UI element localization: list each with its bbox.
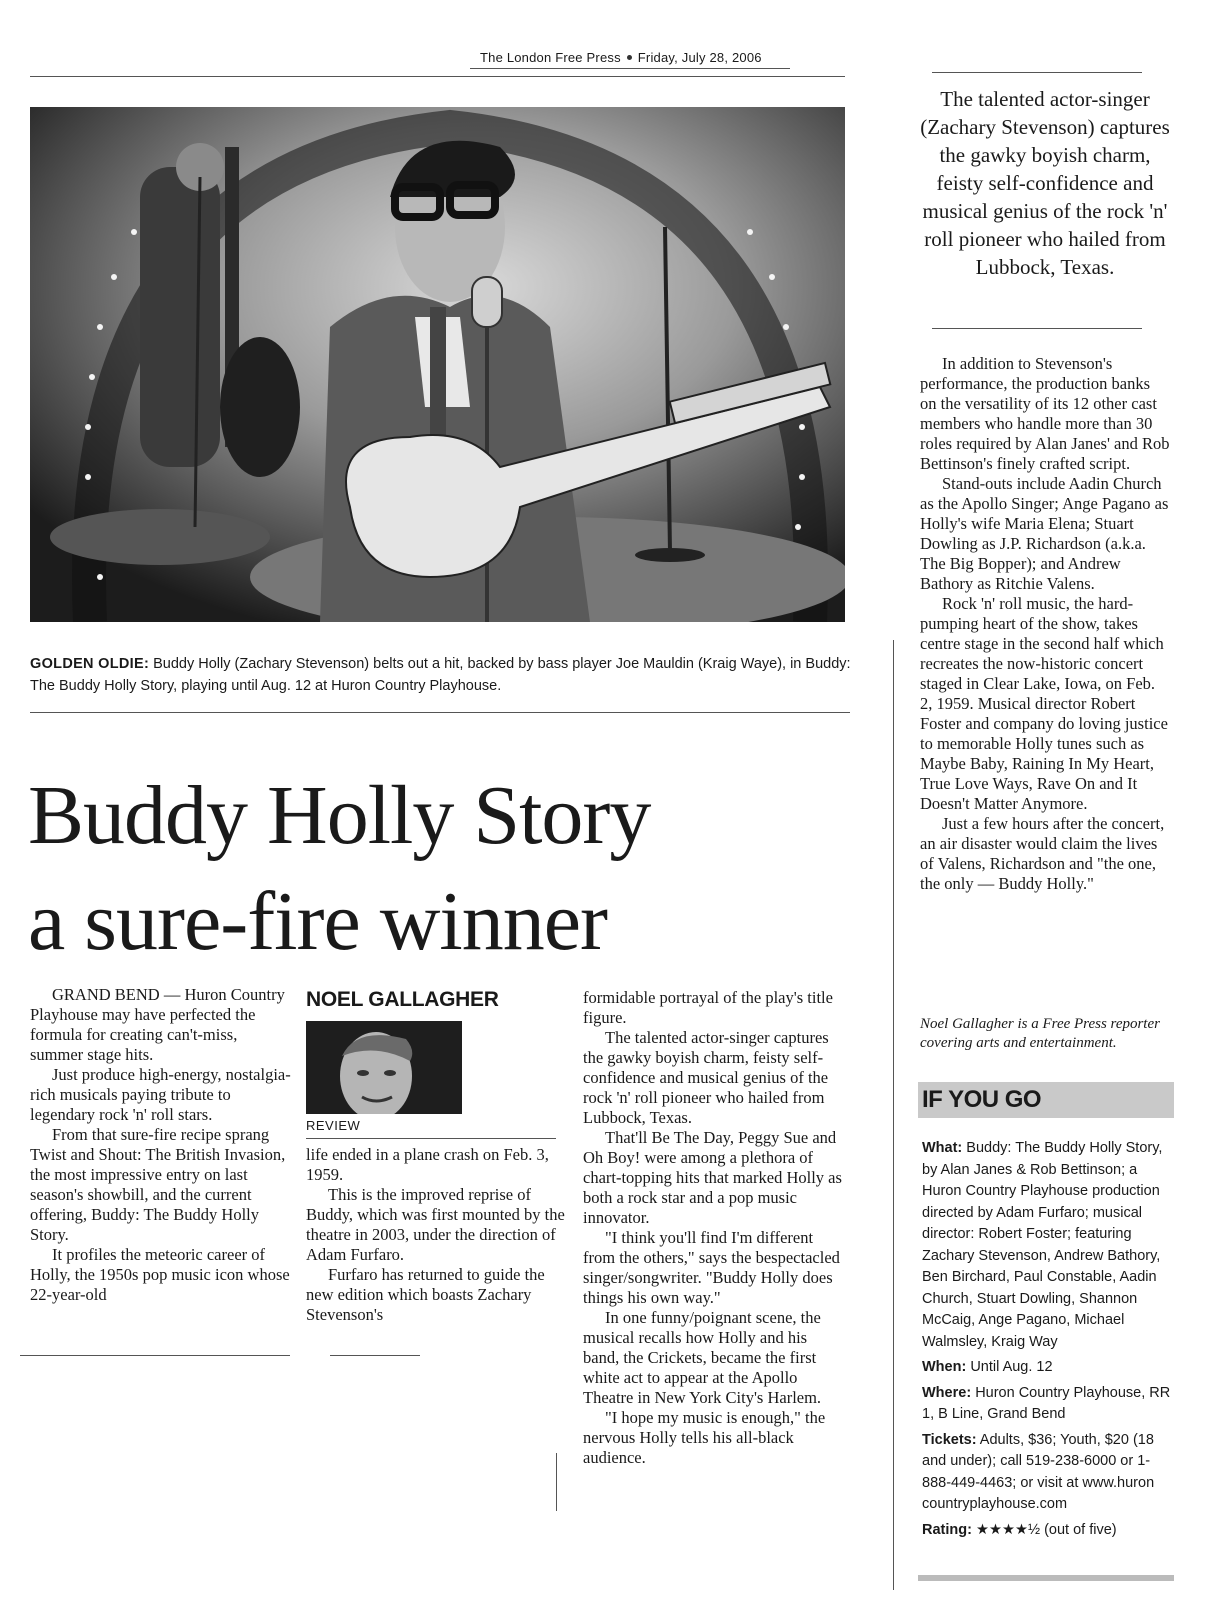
caption-label: GOLDEN OLDIE: bbox=[30, 656, 150, 672]
paragraph: That'll Be The Day, Peggy Sue and Oh Boy! were among a plethora of chart-topping hits that marked Holly as both a rock star and a pop music innovator. bbox=[583, 1128, 842, 1227]
info-what bbox=[922, 1138, 1172, 1353]
paragraph: The talented actor-singer captures the gawky boyish charm, feisty self-confidence and musical genius of the rock 'n' roll pioneer who hailed from Lubbock, Texas. bbox=[583, 1028, 829, 1127]
paragraph: life ended in a plane crash on Feb. 3, 1959. bbox=[306, 1145, 549, 1184]
bullet-icon bbox=[627, 55, 632, 60]
info-value: Huron Country Playhouse, RR 1, B Line, Grand Bend bbox=[922, 1384, 1171, 1422]
paragraph: Stand-outs include Aadin Church as the Apollo Singer; Ange Pagano as Holly's wife Maria Elena; Stuart Dowling as J.P. Richardson (a.k.a. The Big Bopper); and Andrew Bathory as Ritchie Valens. bbox=[920, 474, 1169, 593]
sidebar-divider bbox=[893, 640, 894, 1590]
photo-caption bbox=[30, 653, 860, 697]
star-rating-icon: ★★★★½ bbox=[975, 1521, 1041, 1538]
headline-line-2: a sure-fire winner bbox=[28, 875, 608, 968]
info-where bbox=[922, 1383, 1172, 1426]
paragraph: "I hope my music is enough," the nervous Holly tells his all-black audience. bbox=[583, 1408, 826, 1467]
info-box-title: IF YOU GO bbox=[922, 1086, 1042, 1113]
paragraph: It profiles the meteoric career of Holly, the 1950s pop music icon whose 22-year-old bbox=[30, 1245, 290, 1304]
pull-quote-rule bbox=[932, 328, 1142, 329]
info-rating bbox=[922, 1520, 1172, 1542]
info-value: Until Aug. 12 bbox=[970, 1359, 1053, 1375]
info-tickets bbox=[922, 1430, 1172, 1516]
byline-author: NOEL GALLAGHER bbox=[306, 988, 499, 1011]
info-label: Tickets: bbox=[922, 1431, 977, 1448]
paragraph: Furfaro has returned to guide the new edition which boasts Zachary Stevenson's bbox=[306, 1265, 545, 1324]
article-column-3 bbox=[583, 988, 845, 1468]
column-end-rule bbox=[20, 1355, 290, 1356]
headline bbox=[28, 763, 868, 975]
info-label: When: bbox=[922, 1359, 967, 1375]
column-divider bbox=[556, 1453, 557, 1511]
author-note: Noel Gallagher is a Free Press reporter covering arts and entertainment. bbox=[920, 1016, 1160, 1051]
author-portrait bbox=[306, 1021, 462, 1114]
info-label: Rating: bbox=[922, 1521, 972, 1538]
paragraph: Just a few hours after the concert, an air disaster would claim the lives of Valens, Richardson and "the one, the only — Buddy Holly." bbox=[920, 814, 1165, 893]
paragraph: In addition to Stevenson's performance, the production banks on the versatility of its 12 other cast members who handle more than 30 roles required by Alan Janes' and Rob Bettinson's finely crafted script. bbox=[920, 354, 1170, 473]
column-end-rule bbox=[330, 1355, 420, 1356]
caption-rule bbox=[30, 712, 850, 713]
info-label: Where: bbox=[922, 1384, 972, 1401]
paragraph: "I think you'll find I'm different from the others," says the bespectacled singer/songwriter. "Buddy Holly does things his own way." bbox=[583, 1228, 840, 1307]
masthead-rule bbox=[470, 68, 790, 69]
paragraph: GRAND BEND — Huron Country Playhouse may have perfected the formula for creating can't-miss, summer stage hits. bbox=[30, 985, 285, 1064]
newspaper-name: The London Free Press bbox=[480, 50, 621, 65]
paragraph: Rock 'n' roll music, the hard-pumping heart of the show, takes centre stage in the second half which recreates the now-historic concert staged in Clear Lake, Iowa, on Feb. 2, 1959. Musical director Robert Foster and company do loving justice to memorable Holly tunes such as Maybe Baby, Raining In My Heart, True Love Ways, Rave On and It Doesn't Matter Anymore. bbox=[920, 594, 1168, 813]
info-label: What: bbox=[922, 1140, 963, 1156]
concert-photo bbox=[30, 107, 845, 622]
paragraph: In one funny/poignant scene, the musical recalls how Holly and his band, the Crickets, became the first white act to appear at the Apollo Theatre in New York City's Harlem. bbox=[583, 1308, 822, 1407]
paragraph: Just produce high-energy, nostalgia-rich musicals paying tribute to legendary rock 'n' roll stars. bbox=[30, 1065, 291, 1124]
article-column-1 bbox=[30, 985, 292, 1305]
review-rule bbox=[306, 1138, 556, 1139]
info-value: (out of five) bbox=[1044, 1521, 1117, 1538]
paragraph: From that sure-fire recipe sprang Twist and Shout: The British Invasion, the most impressive entry on last season's showbill, and the current offering, Buddy: The Buddy Holly Story. bbox=[30, 1125, 286, 1244]
paragraph: formidable portrayal of the play's title figure. bbox=[583, 988, 833, 1027]
info-value: Adults, $36; Youth, $20 (18 and under); call 519-238-6000 or 1-888-449-4463; or visit at www.huron countryplayhouse.com bbox=[922, 1431, 1155, 1512]
info-box-bottom-bar bbox=[918, 1575, 1174, 1581]
info-value: Buddy: The Buddy Holly Story, by Alan Janes & Rob Bettinson; a Huron Country Playhouse production directed by Adam Furfaro; musical director: Robert Foster; featuring Zachary Stevenson, Andrew Bathory, Ben Birchard, Paul Constable, Aadin Church, Stuart Dowling, Shannon McCaig, Ange Pagano, Michael Walmsley, Kraig Way bbox=[922, 1140, 1163, 1350]
article-column-2 bbox=[306, 1145, 568, 1325]
top-rule bbox=[30, 76, 845, 77]
headline-line-1: Buddy Holly Story bbox=[28, 769, 651, 862]
pull-quote: The talented actor-singer (Zachary Stevenson) captures the gawky boyish charm, feisty self-confidence and musical genius of the rock 'n' roll pioneer who hailed from Lubbock, Texas. bbox=[920, 87, 1170, 279]
info-box bbox=[922, 1138, 1172, 1545]
section-label: REVIEW bbox=[306, 1118, 361, 1133]
caption-text: Buddy Holly (Zachary Stevenson) belts out a hit, backed by bass player Joe Mauldin (Kraig Waye), in Buddy: The Buddy Holly Story, playing until Aug. 12 at Huron Country Playhouse. bbox=[30, 656, 851, 694]
issue-date: Friday, July 28, 2006 bbox=[637, 50, 762, 65]
paragraph: This is the improved reprise of Buddy, which was first mounted by the theatre in 2003, under the direction of Adam Furfaro. bbox=[306, 1185, 565, 1264]
article-column-4 bbox=[920, 354, 1170, 894]
masthead bbox=[480, 50, 790, 65]
sidebar-top-rule bbox=[932, 72, 1142, 73]
info-when bbox=[922, 1357, 1172, 1379]
